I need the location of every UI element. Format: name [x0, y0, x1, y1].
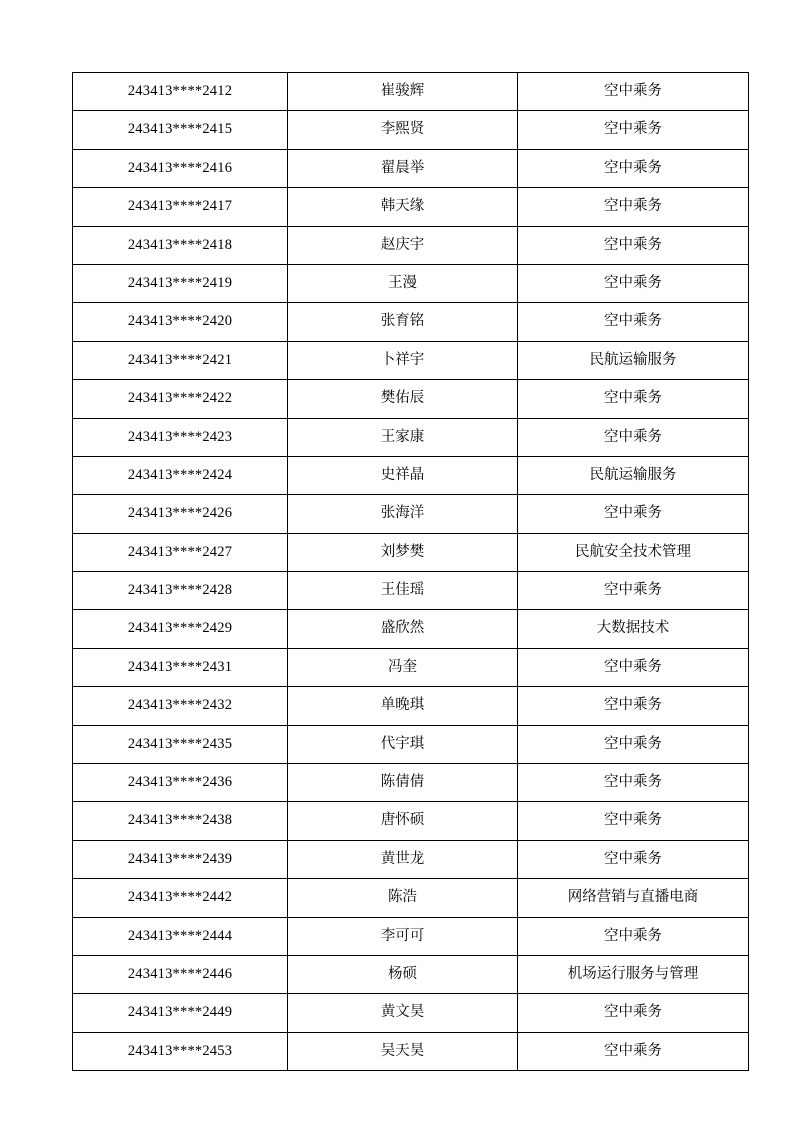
cell-id-number: 243413****2415	[73, 111, 288, 149]
cell-major: 空中乘务	[518, 226, 749, 264]
cell-major: 空中乘务	[518, 687, 749, 725]
cell-id-number: 243413****2428	[73, 572, 288, 610]
cell-name: 陈浩	[288, 879, 518, 917]
cell-id-number: 243413****2429	[73, 610, 288, 648]
table-row	[73, 341, 749, 379]
cell-id-number: 243413****2420	[73, 303, 288, 341]
cell-major: 民航运输服务	[518, 341, 749, 379]
table-row	[73, 994, 749, 1032]
cell-name: 韩天缘	[288, 188, 518, 226]
table-row	[73, 802, 749, 840]
cell-name: 代宇琪	[288, 725, 518, 763]
cell-major: 空中乘务	[518, 572, 749, 610]
cell-major: 空中乘务	[518, 418, 749, 456]
cell-major: 网络营销与直播电商	[518, 879, 749, 917]
cell-major: 机场运行服务与管理	[518, 955, 749, 993]
cell-id-number: 243413****2422	[73, 380, 288, 418]
table-row	[73, 418, 749, 456]
cell-name: 黄世龙	[288, 840, 518, 878]
table-row	[73, 188, 749, 226]
cell-name: 陈倩倩	[288, 764, 518, 802]
cell-major: 空中乘务	[518, 725, 749, 763]
cell-id-number: 243413****2417	[73, 188, 288, 226]
cell-id-number: 243413****2435	[73, 725, 288, 763]
cell-major: 空中乘务	[518, 764, 749, 802]
cell-id-number: 243413****2439	[73, 840, 288, 878]
table-row	[73, 73, 749, 111]
cell-major: 空中乘务	[518, 917, 749, 955]
cell-name: 史祥晶	[288, 456, 518, 494]
table-row	[73, 648, 749, 686]
cell-id-number: 243413****2426	[73, 495, 288, 533]
cell-major: 空中乘务	[518, 149, 749, 187]
cell-name: 黄文昊	[288, 994, 518, 1032]
cell-id-number: 243413****2453	[73, 1032, 288, 1070]
table-row	[73, 111, 749, 149]
cell-major: 空中乘务	[518, 188, 749, 226]
cell-name: 李可可	[288, 917, 518, 955]
cell-name: 樊佑辰	[288, 380, 518, 418]
table-row	[73, 572, 749, 610]
cell-name: 卜祥宇	[288, 341, 518, 379]
cell-major: 空中乘务	[518, 264, 749, 302]
cell-major: 空中乘务	[518, 840, 749, 878]
cell-id-number: 243413****2444	[73, 917, 288, 955]
table-row	[73, 456, 749, 494]
table-row	[73, 1032, 749, 1070]
cell-id-number: 243413****2442	[73, 879, 288, 917]
cell-id-number: 243413****2421	[73, 341, 288, 379]
cell-major: 空中乘务	[518, 303, 749, 341]
table-row	[73, 264, 749, 302]
cell-major: 空中乘务	[518, 380, 749, 418]
cell-name: 李熙贤	[288, 111, 518, 149]
cell-major: 空中乘务	[518, 495, 749, 533]
cell-name: 单晚琪	[288, 687, 518, 725]
cell-id-number: 243413****2412	[73, 73, 288, 111]
cell-major: 空中乘务	[518, 648, 749, 686]
roster-table-body	[73, 73, 749, 1071]
cell-major: 民航安全技术管理	[518, 533, 749, 571]
table-row	[73, 879, 749, 917]
cell-name: 崔骏辉	[288, 73, 518, 111]
cell-major: 大数据技术	[518, 610, 749, 648]
cell-id-number: 243413****2431	[73, 648, 288, 686]
cell-name: 吴天昊	[288, 1032, 518, 1070]
cell-major: 空中乘务	[518, 73, 749, 111]
cell-id-number: 243413****2427	[73, 533, 288, 571]
table-row	[73, 610, 749, 648]
cell-id-number: 243413****2423	[73, 418, 288, 456]
cell-id-number: 243413****2446	[73, 955, 288, 993]
table-row	[73, 725, 749, 763]
table-row	[73, 533, 749, 571]
cell-name: 张海洋	[288, 495, 518, 533]
cell-name: 赵庆宇	[288, 226, 518, 264]
cell-id-number: 243413****2416	[73, 149, 288, 187]
cell-name: 唐怀硕	[288, 802, 518, 840]
cell-name: 王家康	[288, 418, 518, 456]
cell-name: 翟晨举	[288, 149, 518, 187]
cell-major: 空中乘务	[518, 1032, 749, 1070]
table-row	[73, 687, 749, 725]
cell-name: 盛欣然	[288, 610, 518, 648]
table-row	[73, 917, 749, 955]
table-row	[73, 380, 749, 418]
cell-major: 空中乘务	[518, 994, 749, 1032]
cell-id-number: 243413****2432	[73, 687, 288, 725]
cell-id-number: 243413****2419	[73, 264, 288, 302]
cell-name: 刘梦樊	[288, 533, 518, 571]
cell-id-number: 243413****2438	[73, 802, 288, 840]
table-row	[73, 495, 749, 533]
cell-name: 张育铭	[288, 303, 518, 341]
table-row	[73, 955, 749, 993]
cell-id-number: 243413****2418	[73, 226, 288, 264]
table-row	[73, 840, 749, 878]
cell-name: 王佳瑶	[288, 572, 518, 610]
cell-name: 王漫	[288, 264, 518, 302]
cell-id-number: 243413****2424	[73, 456, 288, 494]
cell-name: 杨硕	[288, 955, 518, 993]
table-row	[73, 303, 749, 341]
table-row	[73, 764, 749, 802]
roster-table	[72, 72, 749, 1071]
cell-name: 冯奎	[288, 648, 518, 686]
cell-major: 民航运输服务	[518, 456, 749, 494]
cell-id-number: 243413****2436	[73, 764, 288, 802]
cell-major: 空中乘务	[518, 111, 749, 149]
cell-major: 空中乘务	[518, 802, 749, 840]
table-row	[73, 226, 749, 264]
cell-id-number: 243413****2449	[73, 994, 288, 1032]
table-row	[73, 149, 749, 187]
